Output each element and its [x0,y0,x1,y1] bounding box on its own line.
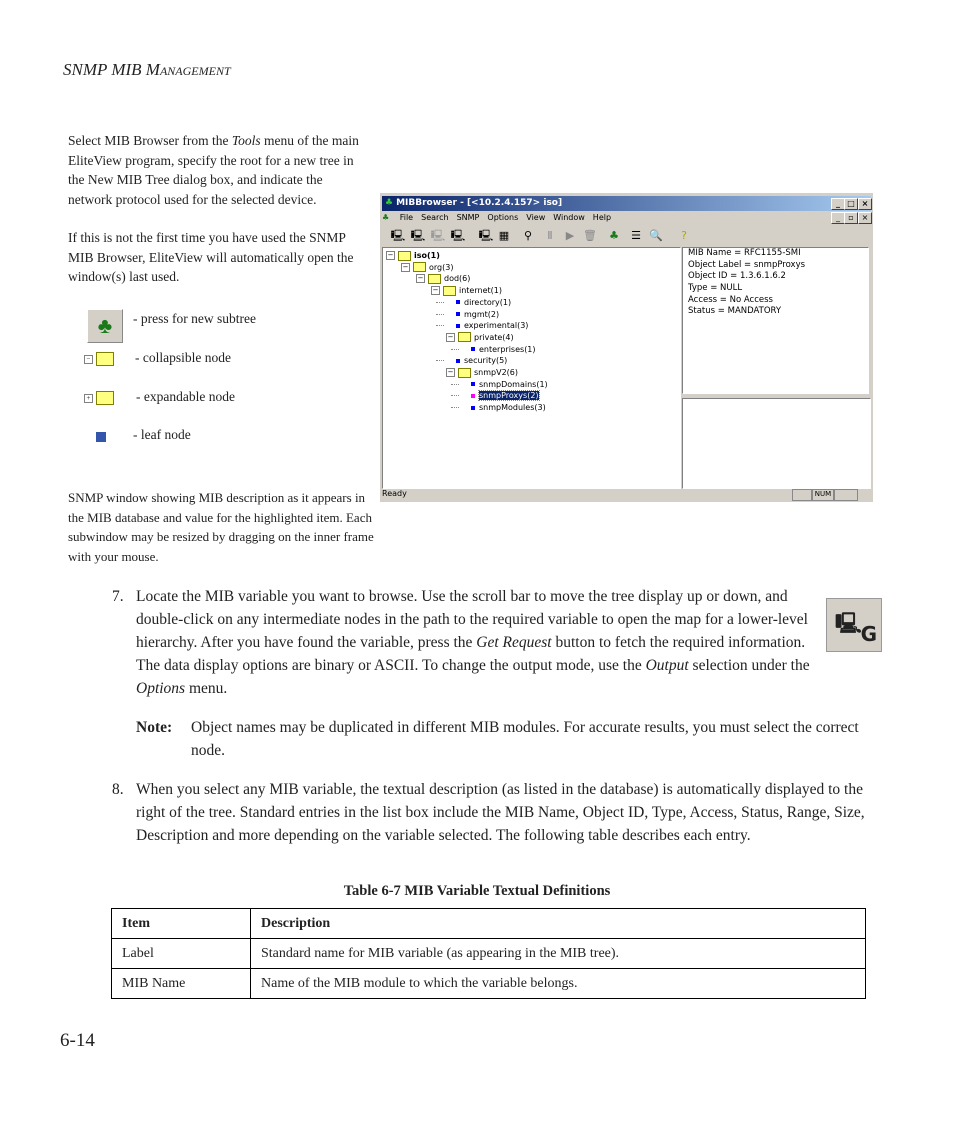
tree-node-label: snmpV2(6) [474,368,519,377]
window-title: MIBBrowser - [<10.2.4.157> iso] [396,198,563,208]
step-7-text [136,585,821,700]
legend-leaf: - leaf node [133,427,191,442]
tree-node[interactable] [446,320,528,331]
get-next-icon[interactable]: 🖳 [410,229,426,242]
num-lock-indicator: NUM [812,489,834,501]
tree-node-label: mgmt(2) [464,309,500,319]
tree-node-label: iso(1) [414,251,440,260]
collapsible-node-icon: − [84,350,117,368]
folder-icon [398,251,411,261]
mib-browser-window [380,193,873,502]
folder-icon [413,262,426,272]
child-minimize-button[interactable]: _ [831,212,845,224]
get-request-icon[interactable]: 🖳 [390,229,406,242]
tree-node-label: internet(1) [459,286,502,296]
header-smallcaps: ANAGEMENT [159,64,231,78]
tree-node-label: snmpModules(3) [479,403,546,413]
new-subtree-tree-icon: ♣ [87,309,123,343]
find-icon[interactable]: ⚲ [523,229,533,242]
info-line: Object Label = snmpProxys [688,259,806,270]
folder-icon [428,274,441,284]
header-text: SNMP MIB M [63,60,160,79]
info-line: Object ID = 1.3.6.1.6.2 [688,271,786,282]
tree-node[interactable] [446,332,514,343]
expandable-node-icon: + [84,389,117,407]
collapse-icon[interactable]: − [432,286,439,295]
t: Locate the MIB variable you want to browse. Use the scroll bar to move the tree display up or down, and double-click on any intermediate nodes in the path to the required variable to open the map for a lower-level hierarchy. After you have found the variable, press the [136,588,808,651]
table-row [112,939,866,969]
header-description: Description [251,909,866,939]
info-line: Access = No Access [688,294,773,305]
tree-node-label: dod(6) [444,274,471,284]
menu-view[interactable]: View [526,213,546,222]
tree-node[interactable] [461,379,548,390]
tree-node-label: enterprises(1) [479,344,536,354]
t: Select MIB Browser from the [68,133,232,148]
search-icon[interactable]: 🔍 [649,229,663,242]
collapse-icon[interactable]: − [402,262,409,271]
delete-icon[interactable]: 🗑 [583,229,597,242]
walk-icon[interactable]: 🖳 [478,229,494,242]
tree-node[interactable] [446,367,518,378]
folder-icon [458,332,471,342]
info-line: Type = NULL [688,283,743,294]
status-text: Ready [382,489,407,498]
t: Output [645,657,689,674]
status-cell [834,489,858,501]
t: menu of the main EliteView program, specify the root for a new tree in the New MIB Tree dialog box, and indicate the network protocol used for the selected device. [68,133,359,207]
status-cell [792,489,812,501]
child-restore-button[interactable]: ▫ [844,212,858,224]
figure-caption: SNMP window showing MIB description as it appears in the MIB database and value for the highlighted item. Each subwindow may be resized by dragging on the inner frame with your mouse. [68,490,374,564]
legend-collapsible: - collapsible node [135,350,231,365]
tree-node-label: security(5) [464,356,508,366]
running-header [63,60,231,80]
table-header-row [112,909,866,939]
leaf-icon [456,324,460,328]
tree-node[interactable] [461,390,539,401]
step-number: 7. [112,588,124,605]
menu-snmp[interactable]: SNMP [456,213,480,222]
tree-node[interactable] [446,309,499,320]
t: Get Request [476,634,552,651]
tree-node[interactable] [401,262,453,273]
tree-node[interactable] [386,250,440,261]
cell: MIB Name [112,969,251,999]
note-label: Note: [136,719,173,736]
tree-node[interactable] [446,297,511,308]
sidebar-intro [68,131,368,209]
list-icon[interactable]: ☰ [631,229,641,242]
get-bulk-icon[interactable]: 🖳 [430,229,446,242]
tree-node-label: experimental(3) [464,321,529,331]
folder-icon [443,286,456,296]
leaf-node-icon [96,432,106,442]
leaf-icon [471,406,475,410]
pause-icon[interactable]: Ⅱ [547,229,553,242]
legend-new-subtree: - press for new subtree [133,311,256,326]
minimize-button[interactable]: _ [831,198,845,210]
t: Tools [231,133,261,148]
child-close-button[interactable]: × [858,212,872,224]
leaf-icon [471,382,475,386]
step-8-text: When you select any MIB variable, the textual description (as listed in the database) is automatically displayed to the right of the tree. Standard entries in the list box include the MIB Name, Object ID, Type, Access, Status, Range, Size, Description and more depending on the variable selected. The following table describes each entry. [136,781,865,844]
definitions-table [111,908,866,999]
legend-expandable: - expandable node [136,389,235,404]
folder-icon [458,368,471,378]
tree-node-label: snmpDomains(1) [479,379,548,389]
tree-node-label: snmpProxys(2) [479,391,539,401]
step-number: 8. [112,781,124,798]
info-line: MIB Name = RFC1155-SMI [688,248,801,258]
get-request-button-icon: 🖳 G [826,598,882,652]
close-button[interactable]: × [858,198,872,210]
cell: Name of the MIB module to which the variable belongs. [251,969,866,999]
header-item: Item [112,909,251,939]
value-pane[interactable] [682,398,871,489]
tree-node[interactable] [416,273,470,284]
leaf-icon [456,312,460,316]
collapse-icon[interactable]: − [447,332,454,341]
t: menu. [185,680,228,697]
info-line: Status = MANDATORY [688,306,782,317]
cell: Label [112,939,251,969]
help-icon[interactable]: ? [681,229,687,242]
leaf-icon [471,347,475,351]
page-number: 6-14 [60,1030,95,1051]
maximize-button[interactable]: □ [844,198,858,210]
menu-search[interactable]: Search [421,213,449,222]
title-bar: ♣ MIBBrowser - [<10.2.4.157> iso] _ □ × [382,196,871,211]
table-view-icon[interactable]: ▦ [498,229,510,242]
menu-bar: ♣ File Search SNMP Options View Window Help [382,213,612,222]
leaf-icon [456,300,460,304]
cell: Standard name for MIB variable (as appearing in the MIB tree). [251,939,866,969]
note-text: Object names may be duplicated in different MIB modules. For accurate results, you must select the correct node. [191,719,859,759]
mib-tree-pane[interactable] [382,247,681,489]
menu-window[interactable]: Window [553,213,585,222]
tree-node[interactable] [431,285,502,296]
tree-node-label: private(4) [474,332,514,342]
menu-file[interactable]: File [399,213,414,222]
leaf-icon [471,394,475,398]
menu-options[interactable]: Options [487,213,519,222]
tree-node[interactable] [461,344,536,355]
t: button to fetch the required information. The data display options are binary or ASCII. To change the output mode, use the [136,634,806,674]
tree-node[interactable] [461,402,546,413]
t: selection under the [688,657,810,674]
leaf-icon [456,359,460,363]
table-caption: Table 6-7 MIB Variable Textual Definitions [343,883,611,899]
menu-help[interactable]: Help [592,213,612,222]
collapse-icon[interactable]: − [447,368,454,376]
collapse-icon[interactable]: − [387,251,394,259]
table-row [112,969,866,999]
set-request-icon[interactable]: 🖳 [450,229,466,242]
sidebar-intro2: If this is not the first time you have used the SNMP MIB Browser, EliteView will automatically open the window(s) last used. [68,230,354,284]
collapse-icon[interactable]: − [417,274,424,283]
play-icon[interactable]: ▶ [565,229,575,242]
new-subtree-icon[interactable]: ♣ [609,229,619,242]
description-pane[interactable] [682,247,869,394]
tree-node-label: directory(1) [464,297,512,307]
tree-node[interactable] [446,355,507,366]
t: Options [136,680,186,697]
tree-node-label: org(3) [429,262,454,272]
